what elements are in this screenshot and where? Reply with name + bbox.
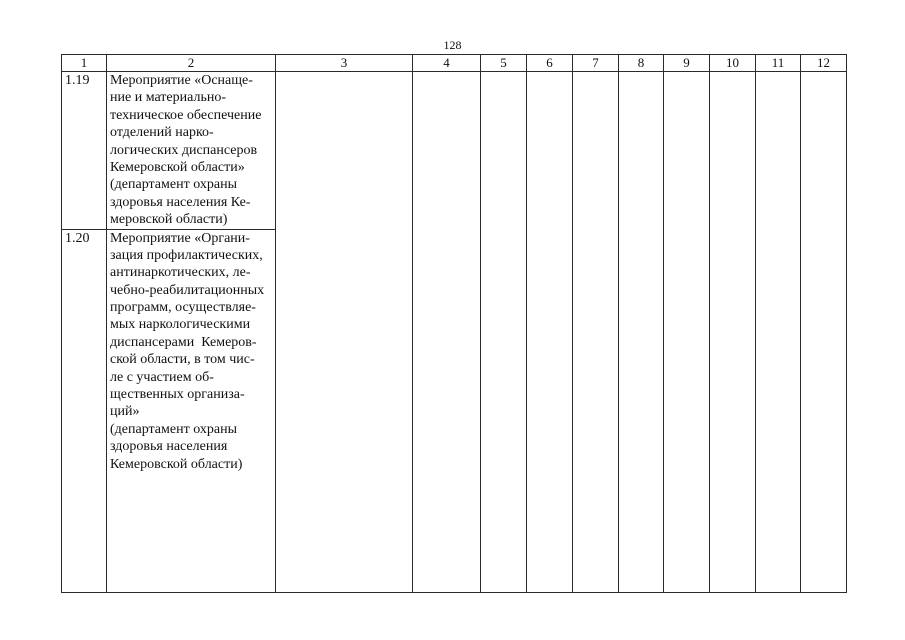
column-header-4: 4 bbox=[413, 55, 481, 72]
description-line: антинаркотических, ле- bbox=[110, 265, 251, 281]
table-cell-col-3 bbox=[276, 72, 413, 593]
column-header-7: 7 bbox=[573, 55, 619, 72]
description-line: ние и материально- bbox=[110, 90, 226, 106]
description-line: здоровья населения Ке- bbox=[110, 194, 251, 210]
description-line: диспансерами Кемеров- bbox=[110, 334, 257, 350]
table-cell-col-8 bbox=[619, 72, 664, 593]
description-line: отделений нарко- bbox=[110, 125, 214, 141]
table-cell-col-5 bbox=[481, 72, 527, 593]
column-header-12: 12 bbox=[801, 55, 847, 72]
description-line: (департамент охраны bbox=[110, 177, 237, 193]
description-line: щественных организа- bbox=[110, 387, 245, 403]
column-header-1: 1 bbox=[62, 55, 107, 72]
column-header-10: 10 bbox=[710, 55, 756, 72]
table-cell-col-10 bbox=[710, 72, 756, 593]
description-line: мых наркологическими bbox=[110, 317, 251, 333]
description-line: Кемеровской области» bbox=[110, 159, 245, 175]
description-line: логических диспансеров bbox=[110, 142, 258, 158]
column-header-8: 8 bbox=[619, 55, 664, 72]
description-line: техническое обеспечение bbox=[110, 107, 262, 123]
description-line: Мероприятие «Органи- bbox=[110, 230, 250, 246]
description-line: программ, осуществляе- bbox=[110, 300, 256, 316]
table-cell-col-6 bbox=[527, 72, 573, 593]
table-cell-col-12 bbox=[801, 72, 847, 593]
description-line: (департамент охраны bbox=[110, 421, 237, 437]
table-cell-col-9 bbox=[664, 72, 710, 593]
row-description bbox=[107, 72, 276, 230]
table-row bbox=[62, 72, 847, 230]
column-header-11: 11 bbox=[756, 55, 801, 72]
description-line: ской области, в том чис- bbox=[110, 352, 255, 368]
description-line: ле с участием об- bbox=[110, 369, 214, 385]
column-header-3: 3 bbox=[276, 55, 413, 72]
column-header-6: 6 bbox=[527, 55, 573, 72]
description-line: здоровья населения bbox=[110, 439, 228, 455]
table-cell-col-11 bbox=[756, 72, 801, 593]
description-line: зация профилактических, bbox=[110, 247, 263, 263]
table-cell-col-7 bbox=[573, 72, 619, 593]
row-number: 1.19 bbox=[62, 72, 107, 230]
description-line: Кемеровской области) bbox=[110, 456, 243, 472]
page-number: 128 bbox=[443, 38, 462, 52]
program-table bbox=[61, 54, 847, 593]
description-line: чебно-реабилитационных bbox=[110, 282, 265, 298]
header-row bbox=[62, 55, 847, 72]
table-cell-col-4 bbox=[413, 72, 481, 593]
column-header-9: 9 bbox=[664, 55, 710, 72]
column-header-2: 2 bbox=[107, 55, 276, 72]
description-line: ций» bbox=[110, 404, 140, 420]
row-description bbox=[107, 229, 276, 592]
column-header-5: 5 bbox=[481, 55, 527, 72]
row-number: 1.20 bbox=[62, 229, 107, 592]
description-line: Мероприятие «Оснаще- bbox=[110, 73, 253, 88]
description-line: меровской области) bbox=[110, 212, 228, 228]
